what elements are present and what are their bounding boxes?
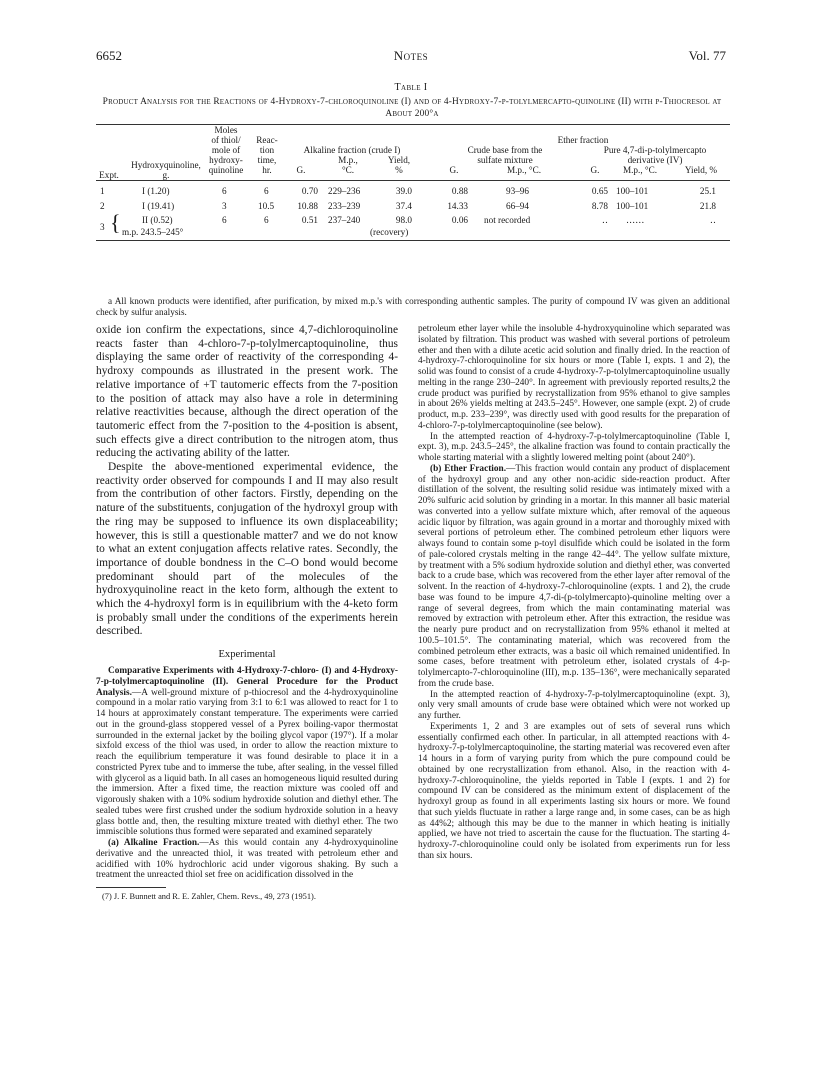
cell-expt: 2 (100, 201, 105, 211)
cell-hydroxy: I (1.20) (142, 186, 170, 196)
cell-pure-yield: 21.8 (699, 201, 716, 211)
paragraph: In the attempted reaction of 4-hydroxy-7-p-tolylmercaptoquinoline (expt. 3), only very small amounts of crude base were obtained which were not worked up any further. (418, 689, 730, 721)
cell-pure-mp: 100–101 (616, 186, 649, 196)
header-pure-g: G. (590, 165, 600, 175)
cell-pure-g: 0.65 (591, 186, 608, 196)
table-footnote: a All known products were identified, after purification, by mixed m.p.'s with corresponding authentic samples. The purity of compound IV was given an additional check by sulfur analysis. (96, 296, 730, 317)
header-crude-base: Crude base from the sulfate mixture (467, 145, 543, 165)
header-expt: Expt. (99, 170, 119, 180)
paragraph: Despite the above-mentioned experimental evidence, the reactivity order observed for compounds I and II may also result from the contribution of other factors. Firstly, depending on the nature of the substituents, conjugation of the hydroxyl group with the ring may be supposed to influence its own displaceability; however, this is still a questionable matter7 and we do not know to what an extent conjugation affects relative rates. Secondly, the importance of double bondness in the C–O bond would become predominant should part of the molecules of the hydroxyquinoline react in the keto form, although the extent to which the 4-hydroxyl form is in equilibrium with the 4-keto form is probably small under the conditions of the experiments herein described. (96, 461, 398, 638)
cell-cb-mp: 93–96 (506, 186, 529, 196)
header-cb-mp: M.p., °C. (506, 165, 542, 175)
cell-expt: 3 (100, 222, 105, 232)
cell-alk-mp: 237–240 (328, 215, 361, 225)
paragraph (96, 838, 398, 881)
cell-pure-yield: ‥ (709, 215, 716, 225)
cell-cb-g: 0.06 (451, 215, 468, 225)
cell-time: 6 (264, 215, 269, 225)
cell-moles: 6 (222, 215, 227, 225)
cell-moles: 6 (222, 186, 227, 196)
cell-expt: 1 (100, 186, 105, 196)
header-moles-ratio: Moles of thiol/ mole of hydroxy- quinoline (208, 125, 244, 175)
procedure-text: —A well-ground mixture of p-thiocresol and the 4-hydroxyquinoline compound in a molar ratio varying from 3:1 to 6:1 was allowed to react for 1 to 14 hours at approximately constant temperature. The experiments were carried out in the ground-glass stoppered vessel of a Pyrex boiling-vapor thermostat surrounded in the external jacket by the boiling glycol vapor (197°). If a molar sixfold excess of the thiol was used, in order to allow the reaction mixture to reach the equilibrium temperature it was found desirable to place it in a constricted Pyrex tube and to immerse the tube, after sealing, in the vessel filled with glycerol as a liquid bath. In all cases an homogeneous liquid resulted during the immersion. After a fixed time, the reaction mixture was cooled off and vigorously shaken with a 10% sodium hydroxide solution and diethyl ether. The sealed tubes were first crushed under the sodium hydroxide solution in a heavy glass bottle and, then, the resulting mixture treated with diethyl ether. The two immiscible solutions thus formed were separated and examined separately (96, 687, 398, 838)
running-title: Notes (393, 48, 429, 63)
cell-cb-mp: 66–94 (506, 201, 529, 211)
cell-pure-g: ‥ (601, 215, 608, 225)
row-brace: { (110, 210, 121, 235)
table-caption: Table I (394, 82, 428, 93)
cell-time: 10.5 (258, 201, 275, 211)
header-pure-derivative: Pure 4,7-di-p-tolylmercapto derivative (IV) (603, 145, 707, 165)
alkaline-fraction-text: —As this would contain any 4-hydroxyquinoline derivative and the unreacted thiol, it was treated with petroleum ether and acidified with 10% hydrochloric acid under vigorous shaking. By such a treatment the unreacted thiol set free on acidification dissolved in the (96, 838, 398, 881)
left-column (96, 324, 398, 902)
paragraph: oxide ion confirm the expectations, since 4,7-dichloroquinoline reacts faster than 4-chloro-7-p-tolylmercaptoquinoline, thus displaying the same order of reactivity of the corresponding 4-hydroxy compounds as illustrated in the present work. The relative importance of +T tautomeric effects from the 7-position to the position of attack may also have a role in determining relative reactivities because, although the direct operation of the tautomeric effect from the 7-position to the 4-position is absent, such effects give a direct contribution to the nitrogen atom, thus reducing the activating ability of the latter. (96, 324, 398, 460)
cell-alk-yield: 98.0 (395, 215, 412, 225)
cell-pure-mp: 100–101 (616, 201, 649, 211)
volume-label: Vol. 77 (688, 48, 726, 63)
cell-pure-yield: 25.1 (699, 186, 716, 196)
header-alkaline-fraction: Alkaline fraction (crude I) (303, 145, 401, 155)
cell-hydroxy: I (19.41) (142, 201, 175, 211)
table-title: Product Analysis for the Reactions of 4-Hydroxy-7-chloroquinoline (I) and of 4-Hydroxy-7-p-tolylmercapto-quinoline (II) with p-Thiocresol at About 200°a (102, 97, 722, 119)
header-alk-g: G. (296, 165, 306, 175)
cell-alk-g: 0.51 (301, 215, 318, 225)
table-header-rule (96, 180, 730, 181)
header-alk-mp: M.p., °C. (338, 155, 358, 175)
cell-cb-g: 14.33 (447, 201, 468, 211)
page-number: 6652 (96, 48, 122, 63)
paragraph (96, 666, 398, 838)
footnote: (7) J. F. Bunnett and R. E. Zahler, Chem. Revs., 49, 273 (1951). (102, 892, 316, 902)
section-heading: Experimental (218, 649, 276, 661)
table-bottom-rule (96, 240, 730, 241)
cell-alk-mp: 229–236 (328, 186, 361, 196)
header-alk-yield: Yield, % (387, 155, 411, 175)
cell-hydroxy-mp: m.p. 243.5–245° (122, 227, 184, 237)
cell-cb-g: 0.88 (451, 186, 468, 196)
cell-pure-g: 8.78 (591, 201, 608, 211)
header-pure-yield: Yield, % (684, 165, 718, 175)
header-cb-g: G. (449, 165, 459, 175)
page-header (96, 48, 726, 68)
cell-time: 6 (264, 186, 269, 196)
header-reaction-time: Reac- tion time, hr. (256, 135, 278, 175)
right-column (418, 324, 730, 862)
cell-alk-recovery: (recovery) (370, 227, 409, 237)
cell-pure-mp: ‥‥‥ (626, 215, 645, 225)
ether-fraction-text: —This fraction would contain any product of displacement of the hydroxyl group and any other non-acidic side-reaction product. After distillation of the solvent, the resulting solid residue was intimately mixed with a 20% sulfuric acid solution by grinding in a mortar. In this manner all basic material was converted into a yellow sulfate mixture which, after removal of the aqueous acidic liquor by filtration, was again ground in a mortar and thoroughly mixed with several portions of petroleum ether. The combined petroleum ether liquors were always found to contain some p-toyl disulfide which could be isolated in the form of pale-colored crystals melting in the range 42–44°. The yellow sulfate mixture, by treatment with a 5% sodium hydroxide solution and diethyl ether, was converted back to a crude base, which was recovered from the ether layer after removal of the solvent. In the reaction of 4-hydroxy-7-chloroquinoline (expts. 1 and 2), the crude base was found to be impure 4,7-di-(p-tolylmercapto)-quinoline melting over a range of several degrees, from which the main contaminating material was removed by extraction with petroleum ether. After this extraction, the residue was the nearly pure product and on recrystallization from 95% ethanol it melted at 100.5–101.5°. The contaminating material, which was recovered from the combined petroleum ether extracts, was a basic oil which remained unidentified. In some cases, before treatment with petroleum ether, isolated crystals of 4-p-tolylmercapto-7-chloroquinoline (III), m.p. 135–136°, were mechanically separated from the crude base. (418, 463, 730, 689)
table-top-rule (96, 124, 730, 125)
cell-cb-mp: not recorded (484, 215, 531, 225)
paragraph: In the attempted reaction of 4-hydroxy-7-p-tolylmercaptoquinoline (Table I, expt. 3), m.p. 243.5–245°, the alkaline fraction was found to contain practically the whole starting material with a slightly lowered melting point (about 240°). (418, 431, 730, 463)
footnote-rule (96, 887, 166, 888)
paragraph (418, 464, 730, 690)
cell-alk-yield: 39.0 (395, 186, 412, 196)
paragraph: petroleum ether layer while the insoluble 4-hydroxyquinoline which separated was isolated by filtration. This product was washed with several portions of petroleum ether and then with a dilute acetic acid solution and finally dried. In the reaction of 4-hydroxy-7-chloroquinoline for six hours or more (Table I, expts. 1 and 2), the solid was found to consist of a crude 4-hydroxy-7-p-tolylmercaptoquinoline usually melting in the range 230–240°. In agreement with previously reported results,2 the crude product was purified by recrystallization from 95% ethanol to give samples in about 26% yields melting at 243.5–245°. However, one sample (expt. 2) of crude product, m.p. 233–239°, was directly used with good results for the preparation of 4-chloro-7-p-tolylmercaptoquinoline (see below). (418, 324, 730, 431)
header-ether-fraction: Ether fraction (557, 135, 609, 145)
alkaline-fraction-heading: (a) Alkaline Fraction. (108, 838, 200, 849)
cell-alk-g: 10.88 (297, 201, 318, 211)
cell-moles: 3 (222, 201, 227, 211)
cell-alk-g: 0.70 (301, 186, 318, 196)
procedure-heading: Comparative Experiments with 4-Hydroxy-7-chloro- (I) and 4-Hydroxy-7-p-tolylmercaptoquinoline (II). General Procedure for the Product Analysis. (96, 666, 398, 698)
cell-hydroxy: II (0.52) (142, 215, 173, 225)
cell-alk-mp: 233–239 (328, 201, 361, 211)
ether-fraction-heading: (b) Ether Fraction. (430, 463, 507, 474)
cell-alk-yield: 37.4 (395, 201, 412, 211)
header-hydroxyquinoline: Hydroxyquinoline, g. (131, 160, 201, 180)
header-pure-mp: M.p., °C. (622, 165, 658, 175)
paragraph: Experiments 1, 2 and 3 are examples out of sets of several runs which essentially confirmed each other. In particular, in all attempted reactions with 4-hydroxy-7-p-tolylmercaptoquinoline, the starting material was recovered even after 14 hours in a form of varying purity from which the pure compound could be obtained by one recrystallization from ethanol. Also, in the reaction with 4-hydroxy-7-chloroquinoline, the yields reported in Table I (expts. 1 and 2) for compound IV can be considered as the minimum extent of displacement of the hydroxyl group as found in all experiments lasting six hours or more. We found that such yields fluctuate in rather a large range and, in some cases, can be as high as 44%2; although this may be due to the manner in which heating is initially applied, we have not tried to ascertain the cause for the fluctuation. The starting 4-hydroxy-7-chloroquinoline could only be isolated from experiments run for less than six hours. (418, 721, 730, 861)
